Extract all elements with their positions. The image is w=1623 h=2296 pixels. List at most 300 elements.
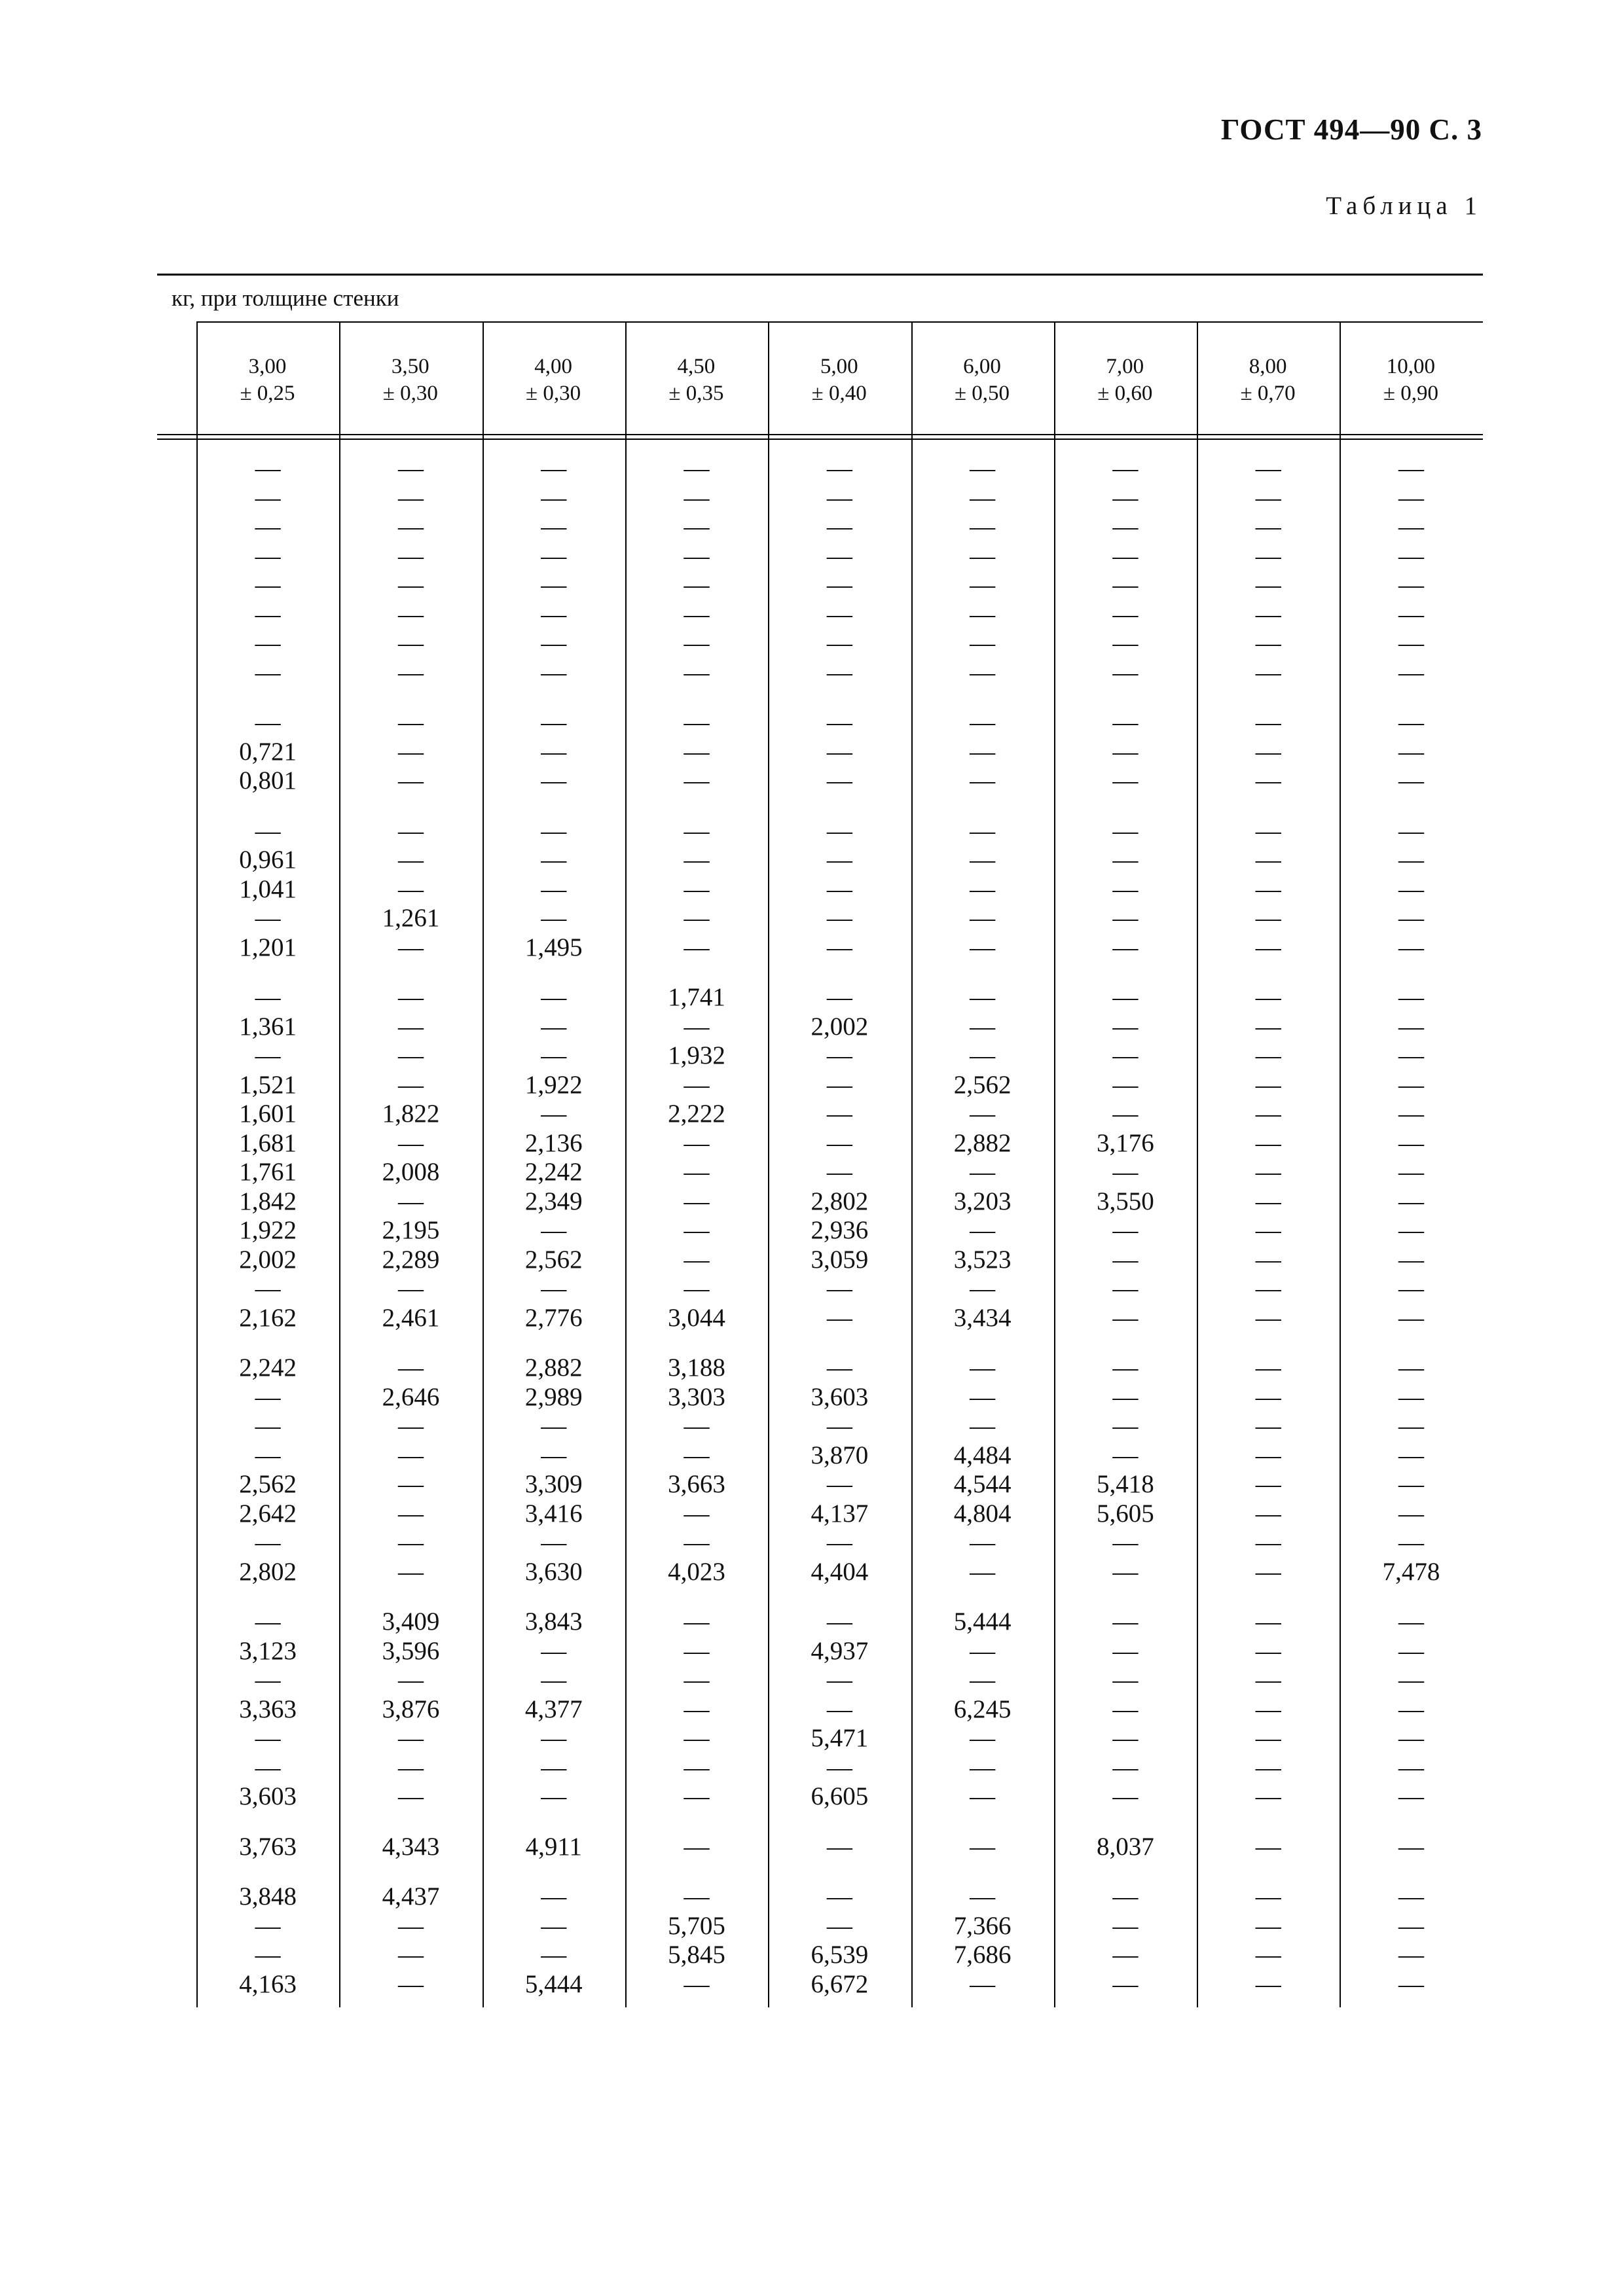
table-cell: 3,523	[953, 1245, 1012, 1274]
table-cell: —	[1398, 1441, 1425, 1469]
table-cell: —	[970, 600, 996, 628]
table-cell: —	[255, 983, 281, 1012]
table-cell: —	[541, 1441, 567, 1469]
table-cell: —	[1398, 1695, 1425, 1723]
table-cell: —	[1112, 512, 1139, 541]
table-cell: —	[1112, 1216, 1139, 1245]
table-cell: —	[541, 512, 567, 541]
row-group	[196, 1882, 1483, 1999]
table-cell: —	[397, 571, 424, 600]
top-rule	[157, 274, 1483, 276]
table-cell: —	[970, 1636, 996, 1665]
table-cell: —	[970, 874, 996, 903]
table-cell: —	[970, 1012, 996, 1041]
table-cell: —	[1255, 1158, 1281, 1187]
table-cell: —	[1255, 1245, 1281, 1274]
table-cell: —	[541, 658, 567, 687]
table-cell: —	[397, 1041, 424, 1070]
table-cell: 1,201	[239, 933, 297, 961]
table-cell: —	[1255, 983, 1281, 1012]
table-cell: 2,162	[239, 1303, 297, 1332]
table-cell: —	[1255, 1412, 1281, 1441]
table-cell: 5,444	[524, 1969, 583, 1998]
table-cell: —	[1112, 483, 1139, 512]
table-cell: —	[1398, 1724, 1425, 1753]
table-row	[196, 512, 1483, 542]
table-cell: —	[1398, 1832, 1425, 1861]
table-cell: —	[1255, 737, 1281, 766]
table-caption: Таблица 1	[1326, 192, 1482, 220]
table-cell: —	[541, 708, 567, 737]
table-row	[196, 1912, 1483, 1941]
table-cell: 1,361	[239, 1012, 297, 1041]
table-cell: 3,848	[239, 1882, 297, 1911]
table-cell: —	[970, 1753, 996, 1782]
table-cell: —	[541, 483, 567, 512]
table-cell: —	[1255, 816, 1281, 845]
table-cell: —	[1398, 1216, 1425, 1245]
table-cell: 5,605	[1097, 1499, 1154, 1528]
table-cell: —	[255, 1382, 281, 1411]
table-cell: 2,882	[953, 1128, 1012, 1157]
table-cell: —	[1255, 600, 1281, 628]
table-cell: —	[970, 1041, 996, 1070]
table-row	[196, 1129, 1483, 1158]
table-cell: —	[1255, 846, 1281, 874]
table-row	[196, 933, 1483, 963]
table-cell: —	[826, 1695, 852, 1723]
table-cell: —	[1398, 816, 1425, 845]
table-cell: —	[255, 541, 281, 570]
column-header-tolerance: ± 0,60	[1097, 382, 1153, 405]
table-row	[196, 875, 1483, 905]
table-cell: —	[1398, 1636, 1425, 1665]
table-cell: —	[397, 874, 424, 903]
table-cell: —	[826, 1274, 852, 1303]
table-cell: —	[1112, 737, 1139, 766]
table-cell: —	[1398, 600, 1425, 628]
table-cell: —	[541, 629, 567, 658]
table-cell: 6,245	[953, 1695, 1012, 1723]
table-cell: —	[541, 1941, 567, 1969]
table-cell: —	[397, 983, 424, 1012]
table-cell: —	[1112, 1012, 1139, 1041]
table-cell: 3,596	[382, 1636, 440, 1665]
table-cell: 2,882	[524, 1354, 583, 1382]
table-cell: —	[541, 1100, 567, 1128]
table-cell: —	[826, 708, 852, 737]
table-cell: —	[1112, 983, 1139, 1012]
table-cell: —	[1112, 1441, 1139, 1469]
table-cell: 1,822	[382, 1100, 440, 1128]
table-row	[196, 983, 1483, 1013]
row-group	[196, 1607, 1483, 1812]
column-header	[1054, 353, 1196, 407]
table-cell: —	[397, 1499, 424, 1528]
table-cell: —	[1112, 1969, 1139, 1998]
table-cell: —	[1112, 1274, 1139, 1303]
table-row	[196, 1100, 1483, 1129]
column-header	[625, 353, 767, 407]
table-cell: 1,932	[668, 1041, 725, 1070]
table-cell: —	[684, 1274, 710, 1303]
table-row	[196, 1041, 1483, 1071]
table-cell: 1,681	[239, 1128, 297, 1157]
table-cell: —	[1255, 1782, 1281, 1811]
table-cell: 2,989	[524, 1382, 583, 1411]
table-cell: 4,937	[811, 1636, 869, 1665]
table-cell: —	[1255, 1070, 1281, 1099]
table-row	[196, 600, 1483, 630]
table-cell: —	[255, 1607, 281, 1636]
table-cell: —	[684, 816, 710, 845]
table-cell: —	[1112, 708, 1139, 737]
table-cell: —	[397, 708, 424, 737]
table-cell: —	[684, 1969, 710, 1998]
table-cell: —	[397, 1274, 424, 1303]
table-cell: —	[1112, 816, 1139, 845]
table-cell: 1,741	[668, 983, 725, 1012]
table-cell: —	[1398, 629, 1425, 658]
table-cell: —	[1255, 1832, 1281, 1861]
table-cell: —	[1398, 1666, 1425, 1695]
table-cell: —	[1255, 483, 1281, 512]
table-cell: —	[1255, 708, 1281, 737]
table-cell: 4,484	[953, 1441, 1012, 1469]
table-cell: 3,876	[382, 1695, 440, 1723]
table-cell: —	[1112, 1941, 1139, 1969]
table-cell: —	[1112, 1724, 1139, 1753]
table-cell: —	[826, 658, 852, 687]
table-cell: —	[397, 1070, 424, 1099]
table-cell: —	[1255, 1666, 1281, 1695]
table-cell: —	[970, 1666, 996, 1695]
table-cell: —	[1398, 1911, 1425, 1940]
table-cell: —	[970, 1158, 996, 1187]
table-cell: —	[970, 483, 996, 512]
table-cell: —	[1112, 629, 1139, 658]
table-cell: —	[1398, 1969, 1425, 1998]
table-cell: 3,203	[953, 1187, 1012, 1215]
table-cell: —	[1112, 1070, 1139, 1099]
table-cell: 7,366	[953, 1911, 1012, 1940]
table-row	[196, 1882, 1483, 1912]
table-cell: —	[1112, 1303, 1139, 1332]
table-cell: —	[255, 454, 281, 483]
table-cell: —	[826, 904, 852, 933]
table-cell: —	[970, 658, 996, 687]
table-cell: —	[397, 816, 424, 845]
table-cell: 5,418	[1097, 1470, 1154, 1499]
table-cell: —	[970, 933, 996, 961]
table-cell: —	[970, 1216, 996, 1245]
table-cell: 3,188	[668, 1354, 725, 1382]
column-header-value: 10,00	[1386, 355, 1436, 378]
table-cell: —	[541, 541, 567, 570]
table-cell: 2,002	[811, 1012, 869, 1041]
table-cell: —	[541, 983, 567, 1012]
table-cell: 2,936	[811, 1216, 869, 1245]
table-cell: —	[397, 454, 424, 483]
table-cell: 3,044	[668, 1303, 725, 1332]
table-cell: —	[684, 1832, 710, 1861]
table-cell: —	[1255, 1041, 1281, 1070]
table-cell: 4,804	[953, 1499, 1012, 1528]
table-row	[196, 817, 1483, 846]
table-cell: 1,922	[239, 1216, 297, 1245]
table-cell: —	[684, 737, 710, 766]
table-cell: —	[826, 483, 852, 512]
table-cell: —	[970, 1832, 996, 1861]
column-header	[339, 353, 481, 407]
table-cell: —	[1398, 1245, 1425, 1274]
table-cell: —	[970, 454, 996, 483]
table-cell: —	[826, 1528, 852, 1557]
column-header-tolerance: ± 0,35	[668, 382, 724, 405]
table-cell: —	[826, 1354, 852, 1382]
table-cell: —	[970, 1528, 996, 1557]
table-row	[196, 1833, 1483, 1862]
table-cell: —	[826, 1070, 852, 1099]
table-cell: 2,289	[382, 1245, 440, 1274]
table-cell: —	[255, 629, 281, 658]
table-cell: —	[1398, 483, 1425, 512]
table-cell: —	[1255, 1528, 1281, 1557]
table-row	[196, 1304, 1483, 1333]
table-cell: —	[684, 1528, 710, 1557]
table-cell: 3,416	[524, 1499, 583, 1528]
table-cell: —	[541, 874, 567, 903]
table-cell: —	[397, 658, 424, 687]
table-cell: —	[255, 600, 281, 628]
table-cell: —	[255, 483, 281, 512]
table-cell: —	[684, 600, 710, 628]
table-cell: —	[1112, 1354, 1139, 1382]
table-cell: 3,409	[382, 1607, 440, 1636]
table-cell: —	[541, 737, 567, 766]
table-cell: —	[970, 1354, 996, 1382]
table-cell: —	[397, 1911, 424, 1940]
table-cell: —	[1255, 1274, 1281, 1303]
table-cell: 1,601	[239, 1100, 297, 1128]
table-cell: —	[684, 512, 710, 541]
table-cell: 2,646	[382, 1382, 440, 1411]
table-cell: —	[826, 1128, 852, 1157]
table-cell: 2,562	[239, 1470, 297, 1499]
table-cell: 2,222	[668, 1100, 725, 1128]
table-cell: 1,495	[524, 933, 583, 961]
table-cell: —	[1398, 1782, 1425, 1811]
table-cell: —	[255, 571, 281, 600]
table-cell: 3,059	[811, 1245, 869, 1274]
row-group	[196, 1354, 1483, 1587]
column-header-value: 6,00	[963, 355, 1001, 378]
table-cell: —	[1398, 1070, 1425, 1099]
table-cell: —	[970, 766, 996, 795]
table-row	[196, 766, 1483, 796]
table-cell: —	[541, 816, 567, 845]
table-cell: —	[1112, 1041, 1139, 1070]
table-cell: —	[1398, 766, 1425, 795]
unit-caption: кг, при толщине стенки	[172, 285, 399, 311]
column-header-value: 3,50	[391, 355, 429, 378]
table-cell: —	[541, 1911, 567, 1940]
table-cell: —	[541, 1666, 567, 1695]
table-cell: —	[397, 1941, 424, 1969]
table-cell: —	[397, 1470, 424, 1499]
table-cell: 2,136	[524, 1128, 583, 1157]
table-row	[196, 1071, 1483, 1100]
table-cell: —	[1112, 1158, 1139, 1187]
table-cell: 5,444	[953, 1607, 1012, 1636]
table-cell: —	[1255, 1354, 1281, 1382]
table-row	[196, 1970, 1483, 2000]
table-cell: 2,562	[524, 1245, 583, 1274]
table-cell: —	[826, 846, 852, 874]
column-header-value: 4,50	[677, 355, 716, 378]
table-cell: —	[255, 1528, 281, 1557]
table-cell: —	[684, 1012, 710, 1041]
table-row	[196, 1941, 1483, 1970]
table-cell: —	[1112, 454, 1139, 483]
table-cell: 3,603	[239, 1782, 297, 1811]
table-cell: —	[1255, 1128, 1281, 1157]
table-cell: —	[1398, 1128, 1425, 1157]
table-cell: —	[1112, 1782, 1139, 1811]
row-group	[196, 454, 1483, 687]
table-cell: —	[541, 1274, 567, 1303]
table-row	[196, 1558, 1483, 1587]
table-cell: —	[255, 1911, 281, 1940]
table-cell: —	[541, 1782, 567, 1811]
table-cell: —	[970, 571, 996, 600]
table-cell: —	[1398, 1607, 1425, 1636]
table-cell: —	[1398, 846, 1425, 874]
table-cell: —	[255, 1941, 281, 1969]
table-cell: —	[1398, 658, 1425, 687]
table-cell: —	[684, 1636, 710, 1665]
table-cell: —	[826, 983, 852, 1012]
table-cell: 5,705	[668, 1911, 725, 1940]
table-cell: —	[826, 1911, 852, 1940]
table-cell: —	[970, 1782, 996, 1811]
table-cell: —	[826, 512, 852, 541]
table-cell: 2,562	[953, 1070, 1012, 1099]
table-row	[196, 1470, 1483, 1499]
table-cell: —	[1112, 846, 1139, 874]
table-cell: —	[970, 1274, 996, 1303]
table-cell: —	[1112, 1100, 1139, 1128]
table-cell: —	[1112, 1666, 1139, 1695]
table-cell: —	[826, 737, 852, 766]
table-cell: —	[684, 454, 710, 483]
table-cell: —	[970, 1724, 996, 1753]
table-cell: 2,802	[811, 1187, 869, 1215]
column-header-tolerance: ± 0,50	[954, 382, 1010, 405]
table-cell: 3,870	[811, 1441, 869, 1469]
table-cell: —	[826, 454, 852, 483]
table-cell: —	[255, 1041, 281, 1070]
table-cell: —	[1112, 1882, 1139, 1911]
table-cell: —	[1255, 571, 1281, 600]
table-cell: —	[1255, 933, 1281, 961]
table-cell: —	[1398, 541, 1425, 570]
table-cell: —	[397, 1782, 424, 1811]
table-cell: 5,845	[668, 1941, 725, 1969]
table-cell: 4,544	[953, 1470, 1012, 1499]
table-cell: —	[1255, 658, 1281, 687]
table-cell: —	[970, 846, 996, 874]
table-cell: 1,521	[239, 1070, 297, 1099]
table-cell: —	[970, 512, 996, 541]
table-cell: 1,261	[382, 904, 440, 933]
table-cell: 3,434	[953, 1303, 1012, 1332]
table-cell: —	[684, 1187, 710, 1215]
table-cell: —	[1255, 541, 1281, 570]
table-row	[196, 658, 1483, 688]
table-cell: —	[397, 1441, 424, 1469]
table-cell: —	[684, 1695, 710, 1723]
column-header	[768, 353, 910, 407]
table-cell: —	[826, 874, 852, 903]
table-cell: —	[684, 1882, 710, 1911]
table-cell: 1,761	[239, 1158, 297, 1187]
table-cell: —	[826, 1832, 852, 1861]
header-top-rule	[196, 321, 1483, 323]
table-cell: —	[1255, 766, 1281, 795]
column-header	[1340, 353, 1482, 407]
table-cell: —	[684, 1128, 710, 1157]
table-row	[196, 571, 1483, 600]
table-cell: —	[826, 933, 852, 961]
table-row	[196, 629, 1483, 658]
table-cell: —	[826, 1882, 852, 1911]
table-row	[196, 1441, 1483, 1471]
table-cell: —	[970, 1557, 996, 1586]
table-cell: —	[1112, 1557, 1139, 1586]
table-cell: —	[1255, 512, 1281, 541]
table-cell: —	[541, 1528, 567, 1557]
table-cell: 3,763	[239, 1832, 297, 1861]
table-cell: —	[1398, 737, 1425, 766]
table-cell: —	[397, 846, 424, 874]
table-cell: 2,002	[239, 1245, 297, 1274]
table-cell: —	[1398, 571, 1425, 600]
table-cell: —	[255, 1441, 281, 1469]
table-cell: —	[1255, 1187, 1281, 1215]
table-cell: —	[255, 904, 281, 933]
table-row	[196, 708, 1483, 738]
table-cell: —	[826, 1607, 852, 1636]
table-cell: —	[541, 571, 567, 600]
table-cell: —	[684, 933, 710, 961]
table-cell: —	[1398, 1382, 1425, 1411]
table-cell: —	[1398, 708, 1425, 737]
table-cell: —	[1398, 1354, 1425, 1382]
table-cell: —	[1255, 1382, 1281, 1411]
table-cell: —	[397, 1753, 424, 1782]
table-cell: —	[826, 1470, 852, 1499]
table-cell: —	[1398, 1303, 1425, 1332]
table-cell: —	[541, 1012, 567, 1041]
table-cell: 3,176	[1097, 1128, 1154, 1157]
table-cell: —	[541, 766, 567, 795]
table-cell: —	[1398, 983, 1425, 1012]
table-cell: 6,672	[811, 1969, 869, 1998]
table-cell: —	[1255, 1499, 1281, 1528]
table-cell: —	[1398, 933, 1425, 961]
table-cell: 3,303	[668, 1382, 725, 1411]
